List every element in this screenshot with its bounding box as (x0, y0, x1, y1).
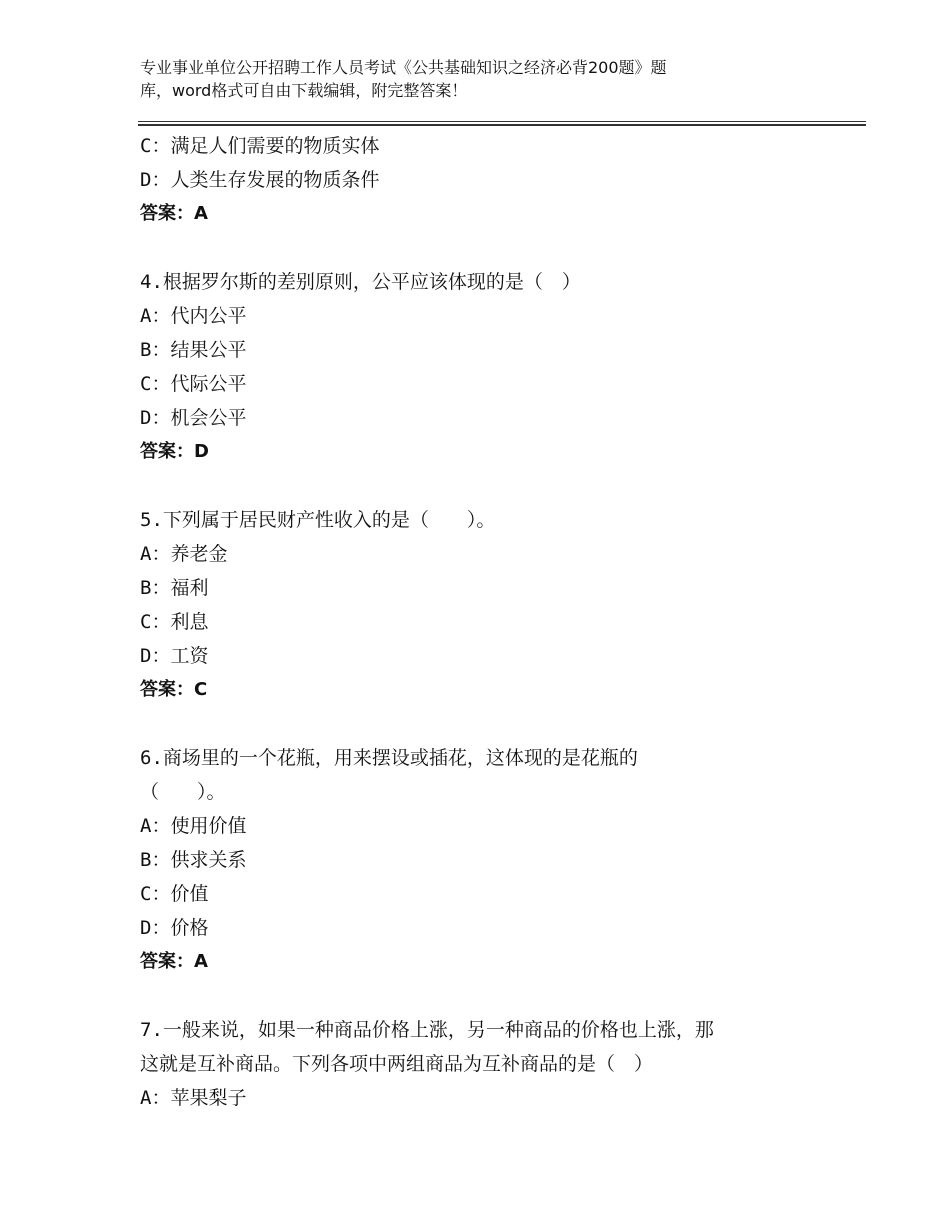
question-stem-line-2: （ ）。 (140, 781, 226, 803)
question-7 (140, 1013, 860, 1115)
page-header (140, 56, 860, 102)
header-divider-thin (138, 121, 866, 122)
option-a: A：代内公平 (140, 305, 247, 327)
option-b: B：供求关系 (140, 849, 247, 871)
header-divider-thick (138, 124, 866, 126)
spacer (140, 979, 860, 1013)
header-title-line-2: 库，word格式可自由下载编辑，附完整答案！ (140, 81, 468, 100)
question-stem-line-1: 6.商场里的一个花瓶，用来摆设或插花，这体现的是花瓶的 (140, 747, 638, 769)
option-d: D：机会公平 (140, 407, 247, 429)
question-5 (140, 503, 860, 707)
question-4 (140, 265, 860, 469)
option-d: D：工资 (140, 645, 209, 667)
question-stem: 4.根据罗尔斯的差别原则，公平应该体现的是（ ） (140, 271, 581, 293)
option-c: C：代际公平 (140, 373, 247, 395)
option-a: A：苹果梨子 (140, 1087, 247, 1109)
answer: 答案：D (140, 441, 209, 462)
option-d: D：人类生存发展的物质条件 (140, 169, 380, 191)
question-3-tail (140, 129, 860, 231)
spacer (140, 707, 860, 741)
option-c: C：满足人们需要的物质实体 (140, 135, 380, 157)
answer: 答案：A (140, 203, 208, 224)
question-stem-line-2: 这就是互补商品。下列各项中两组商品为互补商品的是（ ） (140, 1053, 654, 1075)
spacer (140, 469, 860, 503)
option-c: C：利息 (140, 611, 209, 633)
header-title-line-1: 专业事业单位公开招聘工作人员考试《公共基础知识之经济必背200题》题 (140, 58, 667, 77)
question-stem: 5.下列属于居民财产性收入的是（ ）。 (140, 509, 496, 531)
answer: 答案：C (140, 679, 208, 700)
option-a: A：养老金 (140, 543, 228, 565)
option-b: B：结果公平 (140, 339, 247, 361)
option-d: D：价格 (140, 917, 209, 939)
spacer (140, 231, 860, 265)
option-a: A：使用价值 (140, 815, 247, 837)
question-stem-line-1: 7.一般来说，如果一种商品价格上涨，另一种商品的价格也上涨，那 (140, 1019, 714, 1041)
answer: 答案：A (140, 951, 208, 972)
option-c: C：价值 (140, 883, 209, 905)
question-6 (140, 741, 860, 979)
question-list (140, 129, 860, 1115)
option-b: B：福利 (140, 577, 209, 599)
